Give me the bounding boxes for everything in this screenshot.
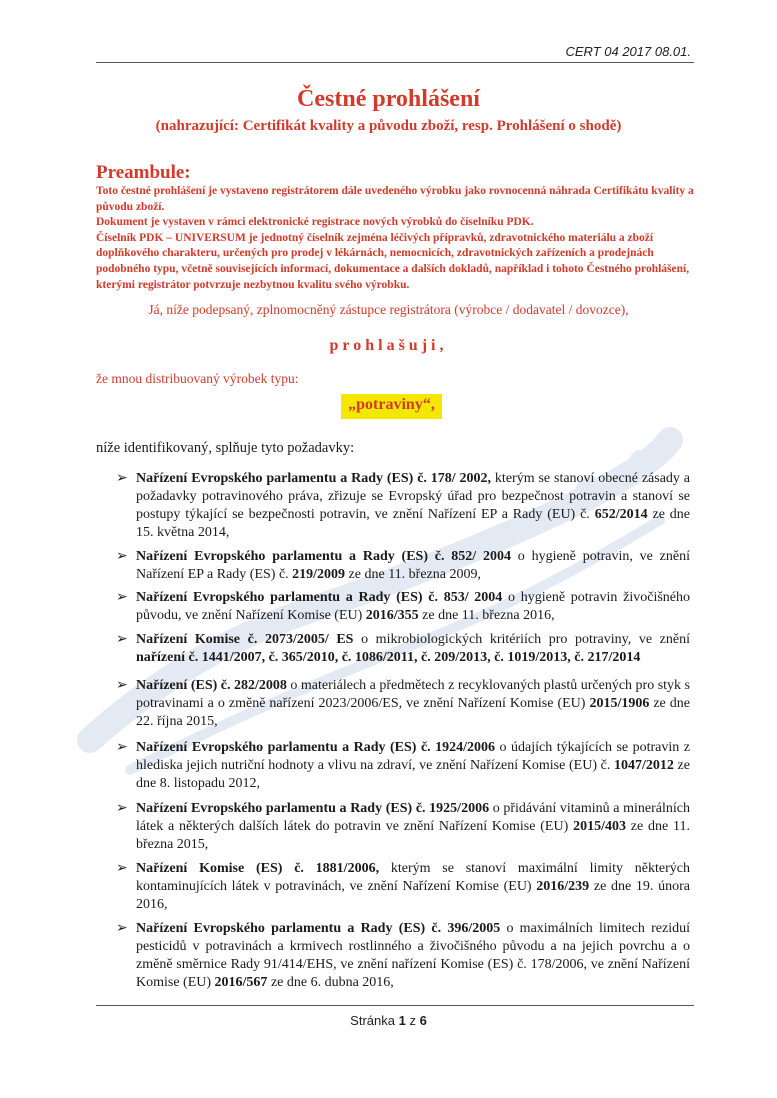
regulation-amendment: 2015/403 [573,819,626,834]
page-total: 6 [419,1013,427,1028]
regulation-item [116,920,690,992]
regulation-amendment: 219/2009 [292,567,346,582]
regulation-amendment: 652/2014 [594,507,648,522]
regulation-text: o mikrobiologických kritériích pro potraviny, ve znění [353,632,690,647]
regulation-amendment: 2015/1906 [589,696,650,711]
arrow-bullet-icon: ➢ [116,590,128,605]
regulation-item [116,677,690,731]
preamble-paragraph: Dokument je vystaven v rámci elektronické registrace nových výrobků do číselníku PDK. [96,216,534,229]
regulation-item [116,589,690,625]
footer-divider [96,1005,694,1006]
preamble-paragraph: Číselník PDK – UNIVERSUM je jednotný číselník zejména léčivých přípravků, zdravotnického materiálu a zboží doplňkového charakteru, určených pro prodej v lékárnách, nemocnicích, zdravotnických zařízeních a prodejnách podobného typu, včetně souvisejících informací, dokumentace a dalších dokladů, například i tohoto Čestného prohlášení, kterými registrátor potvrzuje nezbytnou kvalitu svého výrobku. [96,231,690,291]
regulation-item [116,860,690,914]
regulation-item [116,548,690,584]
declare-word: prohlašuji, [329,337,448,354]
page-number [0,1013,777,1028]
arrow-bullet-icon: ➢ [116,678,128,693]
regulation-text: o přidávání vitaminů a minerálních látek a některých dalších látek do potravin ve znění Nařízení Komise (EU) [136,801,690,834]
regulation-date: ze dne 19. února 2016, [136,879,690,912]
regulation-date: ze dne 22. října 2015, [136,696,690,729]
regulation-title: Nařízení Evropského parlamentu a Rady (ES) č. 178/ 2002, [136,471,492,486]
regulation-text: o materiálech a předmětech z recyklovaných plastů určených pro styk s potravinami a o změně nařízení 2023/2006/ES, ve znění Nařízení Komise (EU) [136,678,690,711]
regulation-title: Nařízení Evropského parlamentu a Rady (ES) č. 853/ 2004 [136,590,503,605]
product-type-line: že mnou distribuovaný výrobek typu: [96,371,299,386]
regulation-item [116,631,690,667]
preamble-paragraph: Toto čestné prohlášení je vystaveno registrátorem dále uvedeného výrobku jako rovnocenná náhrada Certifikátu kvality a původu zboží. [96,185,694,213]
preamble-text [96,184,694,293]
requirements-intro: níže identifikovaný, splňuje tyto požadavky: [96,440,355,456]
regulation-text: o údajích týkajících se potravin z hlediska jejich nutriční hodnoty a vlivu na zdraví, ve znění Nařízení Komise (EU) č. [136,740,690,773]
arrow-bullet-icon: ➢ [116,549,128,564]
regulation-title: Nařízení Evropského parlamentu a Rady (ES) č. 852/ 2004 [136,549,511,564]
regulation-title: Nařízení Komise č. 2073/2005/ ES [136,632,354,647]
regulation-text: kterým se stanoví maximální limity některých kontaminujících látek v potravinách, ve znění Nařízení Komise (EU) [136,861,690,894]
arrow-bullet-icon: ➢ [116,740,128,755]
regulation-title: Nařízení Evropského parlamentu a Rady (ES) č. 1924/2006 [136,740,496,755]
regulation-date: ze dne 11. března 2009, [345,567,481,582]
regulation-date: ze dne 8. listopadu 2012, [136,758,690,791]
regulation-title: Nařízení Evropského parlamentu a Rady (ES) č. 1925/2006 [136,801,490,816]
arrow-bullet-icon: ➢ [116,471,128,486]
regulation-text: o hygieně potravin živočišného původu, ve znění Nařízení Komise (EU) [136,590,690,623]
header-divider [96,62,694,63]
regulation-item [116,739,690,793]
regulation-item [116,470,690,542]
document-title: Čestné prohlášení [297,86,480,112]
regulation-amendment: 1047/2012 [614,758,674,773]
regulation-date: ze dne 15. května 2014, [136,507,690,540]
regulation-title: Nařízení Komise (ES) č. 1881/2006, [136,861,380,876]
regulation-date: ze dne 11. března 2015, [136,819,690,852]
regulations-list [116,470,690,992]
document-subtitle: (nahrazující: Certifikát kvality a původu zboží, resp. Prohlášení o shodě) [155,118,622,134]
arrow-bullet-icon: ➢ [116,632,128,647]
signer-line: Já, níže podepsaný, zplnomocněný zástupce registrátora (výrobce / dodavatel / dovozce), [148,302,629,317]
page-label: Stránka [350,1013,395,1028]
document-code: CERT 04 2017 08.01. [565,44,691,59]
preamble-heading: Preambule: [96,162,191,183]
regulation-text: o hygieně potravin, ve znění Nařízení EP a Rady (ES) č. [136,549,690,582]
arrow-bullet-icon: ➢ [116,861,128,876]
regulation-title: Nařízení Evropského parlamentu a Rady (ES) č. 396/2005 [136,921,501,936]
regulation-item [116,800,690,854]
page-current: 1 [398,1013,406,1028]
regulation-title: Nařízení (ES) č. 282/2008 [136,678,287,693]
regulation-text: o maximálních limitech reziduí pesticidů v potravinách a krmivech rostlinného a živočišného původu a na jejich povrchu a o změně směrnice Rady 91/414/EHS, ve znění nařízení Komise (ES) č. 178/2006, ve znění Nařízení Komise (EU) [136,921,690,990]
product-type: „potraviny“, [348,396,435,413]
arrow-bullet-icon: ➢ [116,801,128,816]
regulation-date: ze dne 6. dubna 2016, [267,975,394,990]
arrow-bullet-icon: ➢ [116,921,128,936]
regulation-amendment: nařízení č. 1441/2007, č. 365/2010, č. 1086/2011, č. 209/2013, č. 1019/2013, č. 217/2014 [136,650,641,665]
regulation-text: kterým se stanoví obecné zásady a požadavky potravinového práva, zřizuje se Evropský úřad pro bezpečnost potravin a stanoví se postupy týkající se bezpečnosti potravin, ve znění Nařízení EP a Rady (EU) č. [136,471,690,522]
regulation-amendment: 2016/355 [365,608,419,623]
regulation-amendment: 2016/239 [536,879,590,894]
regulation-date: ze dne 11. března 2016, [418,608,555,623]
regulation-amendment: 2016/567 [214,975,268,990]
page-separator: z [409,1013,416,1028]
